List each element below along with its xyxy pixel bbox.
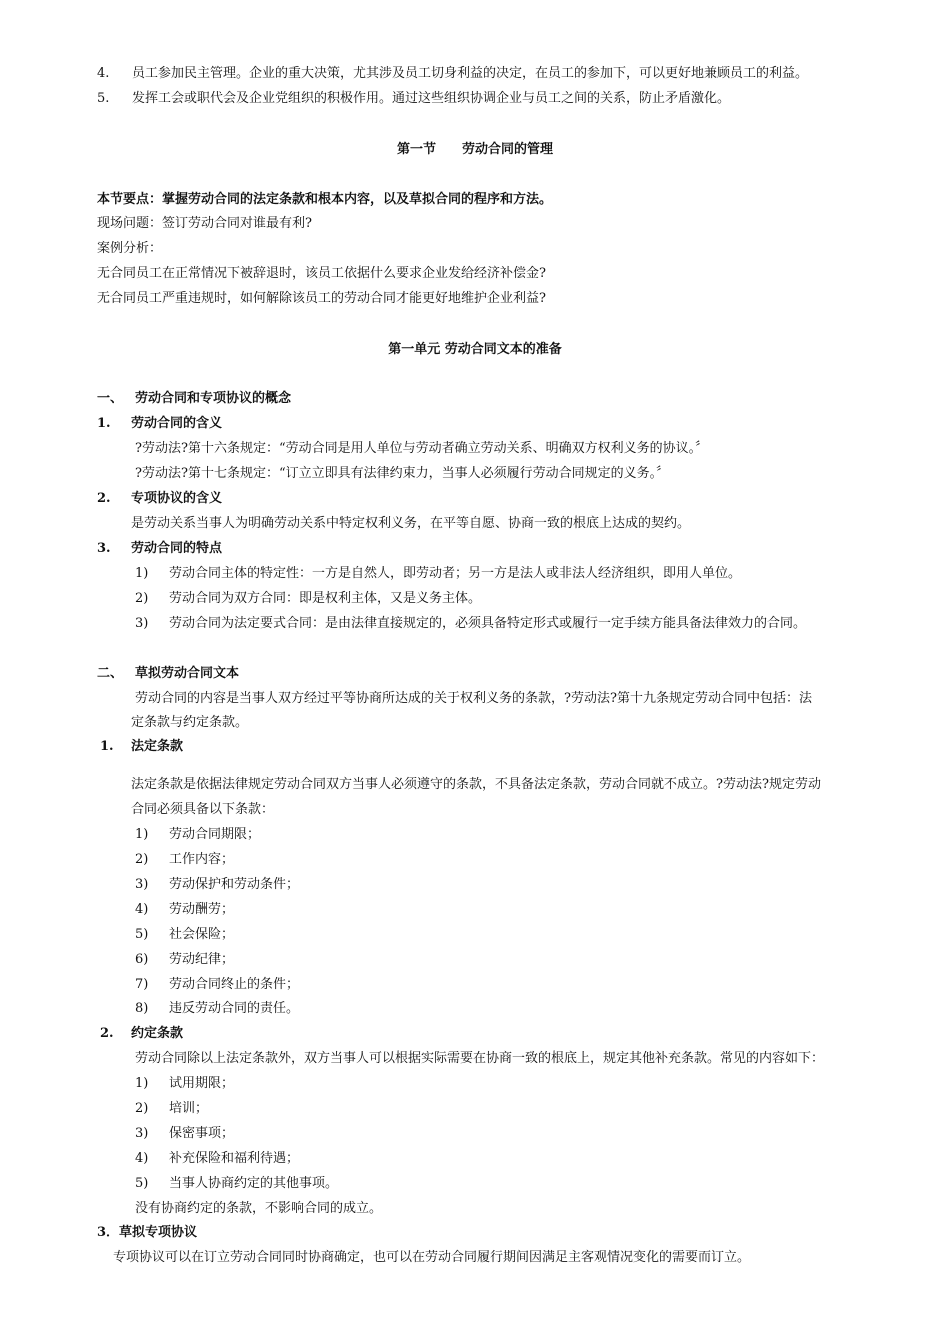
- field-question: 现场问题：签订劳动合同对谁最有利?: [97, 216, 312, 231]
- item-text: 劳动保护和劳动条件；: [169, 877, 300, 892]
- subsection-title: 法定条款: [131, 739, 184, 754]
- case-label: 案例分析：: [97, 241, 163, 256]
- item-number: 2): [135, 1101, 149, 1116]
- part-heading: [97, 390, 291, 408]
- item-number: 5): [135, 927, 149, 942]
- subsection-heading: [100, 738, 183, 756]
- item-number: 4): [135, 902, 149, 917]
- list-item: [135, 565, 741, 583]
- list-item: [135, 876, 299, 894]
- subsection-title: 劳动合同的特点: [131, 541, 223, 556]
- unit-title: 第一单元 劳动合同文本的准备: [388, 342, 562, 357]
- item-number: 5.: [97, 91, 110, 106]
- list-item: [135, 951, 234, 969]
- list-item: [97, 90, 730, 108]
- item-number: 7): [135, 977, 149, 992]
- item-number: 2): [135, 591, 149, 606]
- list-item: [135, 1125, 234, 1143]
- part-number: 一、: [97, 391, 124, 406]
- list-item: [135, 826, 260, 844]
- item-text: 培训；: [169, 1101, 209, 1116]
- subsection-title: 约定条款: [131, 1026, 184, 1041]
- case-question-2: 无合同员工严重违规时，如何解除该员工的劳动合同才能更好地维护企业利益?: [97, 291, 546, 306]
- list-item: [135, 1100, 208, 1118]
- item-number: 8): [135, 1001, 149, 1016]
- subsection-title: 劳动合同的含义: [131, 416, 223, 431]
- subsection-heading: [97, 415, 222, 433]
- paragraph: 是劳动关系当事人为明确劳动关系中特定权利义务，在平等自愿、协商一致的根底上达成的契约。: [131, 516, 691, 531]
- law-article-16: ?劳动法?第十六条规定：“劳动合同是用人单位与劳动者确立劳动关系、明确双方权利义务的协议。〞: [135, 441, 709, 456]
- item-number: 1): [135, 1076, 149, 1091]
- list-item: [135, 851, 234, 869]
- subsection-heading: 3．草拟专项协议: [97, 1225, 198, 1240]
- subsection-number: 3.: [97, 541, 111, 556]
- case-question-1: 无合同员工在正常情况下被辞退时，该员工依据什么要求企业发给经济补偿金?: [97, 266, 546, 281]
- key-points: 本节要点：掌握劳动合同的法定条款和根本内容，以及草拟合同的程序和方法。: [97, 192, 553, 207]
- list-item: [135, 976, 299, 994]
- paragraph: 定条款与约定条款。: [131, 715, 249, 730]
- subsection-number: 1.: [97, 416, 111, 431]
- subsection-number: 2.: [100, 1026, 114, 1041]
- list-item: [135, 1175, 338, 1193]
- paragraph: 合同必须具备以下条款：: [131, 802, 275, 817]
- list-item: [135, 1075, 234, 1093]
- paragraph: 劳动合同除以上法定条款外，双方当事人可以根据实际需要在协商一致的根底上，规定其他补充条款。常见的内容如下：: [135, 1051, 825, 1066]
- item-text: 违反劳动合同的责任。: [169, 1001, 300, 1016]
- item-number: 1): [135, 566, 149, 581]
- item-text: 当事人协商约定的其他事项。: [169, 1176, 339, 1191]
- item-text: 劳动合同主体的特定性：一方是自然人，即劳动者；另一方是法人或非法人经济组织，即用人单位。: [169, 566, 742, 581]
- list-item: [97, 65, 808, 83]
- part-number: 二、: [97, 666, 124, 681]
- list-item: [135, 901, 234, 919]
- list-item: [135, 1150, 299, 1168]
- subsection-heading: [97, 540, 222, 558]
- part-heading: [97, 665, 239, 683]
- item-text: 劳动合同期限；: [169, 827, 261, 842]
- list-item: [135, 1000, 299, 1018]
- item-number: 3): [135, 1126, 149, 1141]
- subsection-number: 2.: [97, 491, 111, 506]
- item-text: 劳动合同终止的条件；: [169, 977, 300, 992]
- paragraph: 法定条款是依据法律规定劳动合同双方当事人必须遵守的条款，不具备法定条款，劳动合同就不成立。?劳动法?规定劳动: [131, 777, 821, 792]
- item-text: 试用期限；: [169, 1076, 235, 1091]
- item-number: 2): [135, 852, 149, 867]
- list-item: [135, 926, 234, 944]
- subsection-heading: [100, 1025, 183, 1043]
- item-text: 劳动合同为法定要式合同：是由法律直接规定的，必须具备特定形式或履行一定手续方能具备法律效力的合同。: [169, 616, 807, 631]
- item-number: 3): [135, 616, 149, 631]
- subsection-number: 1.: [100, 739, 114, 754]
- section-title: 第一节 劳动合同的管理: [396, 142, 553, 157]
- list-item: [135, 615, 806, 633]
- item-number: 6): [135, 952, 149, 967]
- item-text: 补充保险和福利待遇；: [169, 1151, 300, 1166]
- part-title: 劳动合同和专项协议的概念: [135, 391, 292, 406]
- item-text: 劳动纪律；: [169, 952, 235, 967]
- item-number: 3): [135, 877, 149, 892]
- item-number: 1): [135, 827, 149, 842]
- item-text: 劳动酬劳；: [169, 902, 235, 917]
- list-item: [135, 590, 481, 608]
- paragraph: 没有协商约定的条款，不影响合同的成立。: [135, 1201, 383, 1216]
- paragraph: 专项协议可以在订立劳动合同同时协商确定，也可以在劳动合同履行期间因满足主客观情况变化的需要而订立。: [113, 1250, 751, 1265]
- item-text: 劳动合同为双方合同：即是权利主体，又是义务主体。: [169, 591, 482, 606]
- paragraph: 劳动合同的内容是当事人双方经过平等协商所达成的关于权利义务的条款，?劳动法?第十九条规定劳动合同中包括：法: [135, 691, 812, 706]
- part-title: 草拟劳动合同文本: [135, 666, 240, 681]
- subsection-title: 专项协议的含义: [131, 491, 223, 506]
- item-number: 4.: [97, 66, 110, 81]
- subsection-heading: [97, 490, 222, 508]
- item-text: 员工参加民主管理。企业的重大决策，尤其涉及员工切身利益的决定，在员工的参加下，可以更好地兼顾员工的利益。: [132, 66, 809, 81]
- item-text: 社会保险；: [169, 927, 235, 942]
- item-text: 工作内容；: [169, 852, 235, 867]
- item-number: 4): [135, 1151, 149, 1166]
- item-text: 发挥工会或职代会及企业党组织的积极作用。通过这些组织协调企业与员工之间的关系，防止矛盾激化。: [132, 91, 731, 106]
- item-text: 保密事项；: [169, 1126, 235, 1141]
- law-article-17: ?劳动法?第十七条规定：“订立立即具有法律约束力，当事人必须履行劳动合同规定的义务。〞: [135, 466, 670, 481]
- item-number: 5): [135, 1176, 149, 1191]
